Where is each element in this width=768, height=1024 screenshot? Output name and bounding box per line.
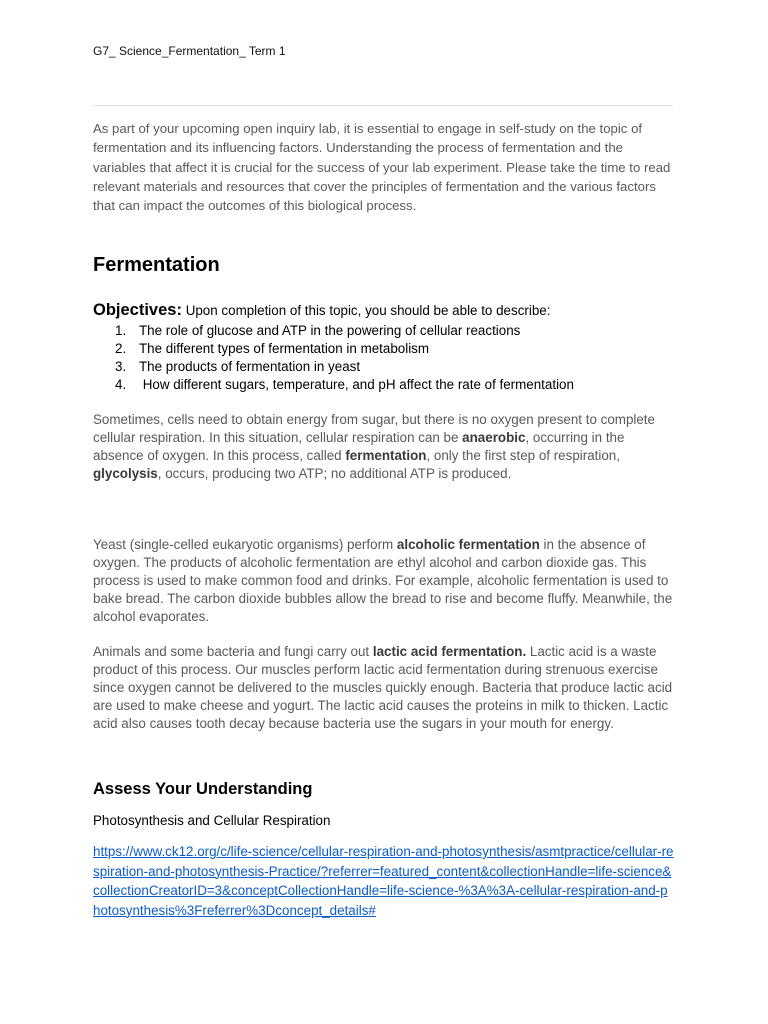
list-item-number: 2. <box>115 341 127 356</box>
yeast-paragraph <box>93 536 675 626</box>
bold-term: lactic acid fermentation. <box>372 644 527 659</box>
assess-subtitle: Photosynthesis and Cellular Respiration <box>93 813 331 828</box>
bold-term: anaerobic <box>462 429 526 445</box>
paragraph-text: , occurs, producing two ATP; no additional ATP is produced. <box>157 465 512 481</box>
list-item-text: The products of fermentation in yeast <box>139 359 361 374</box>
anaerobic-paragraph <box>93 411 675 483</box>
objectives-list <box>115 322 574 394</box>
intro-paragraph: As part of your upcoming open inquiry lab, it is essential to engage in self-study on the topic of fermentation and its influencing factors. Understanding the process of fermentation and the variables that affect it is crucial for the success of your lab experiment. Please take the time to read relevant materials and resources that cover the principles of fermentation and the various factors that can impact the outcomes of this biological process. <box>93 121 671 214</box>
page-header: G7_ Science_Fermentation_ Term 1 <box>93 44 286 58</box>
list-item-number: 3. <box>115 359 127 374</box>
ck12-practice-link[interactable]: https://www.ck12.org/c/life-science/cellular-respiration-and-photosynthesis/asmtpractice/cellular-respiration-and-photosynthesis-Practice/?referrer=featured_content&collectionHandle=life-science&collectionCreatorID=3&conceptCollectionHandle=life-science-%3A%3A-cellular-respiration-and-photosynthesis%3Freferrer%3Dconcept_details# <box>93 844 674 918</box>
paragraph-text: , occurring in the absence of oxygen. In this process, called <box>93 429 625 463</box>
paragraph-text: in the absence of oxygen. The products of alcoholic fermentation are ethyl alcohol and carbon dioxide gas. This process is used to make common food and drinks. For example, alcoholic fermentation is used to bake bread. The carbon dioxide bubbles allow the bread to rise and become fluffy. Meanwhile, the alcohol evaporates. <box>93 537 673 624</box>
list-item <box>115 358 574 376</box>
objectives-lead: Upon completion of this topic, you should be able to describe: <box>181 303 551 318</box>
bold-term: fermentation <box>345 447 427 463</box>
bold-term: glycolysis <box>93 465 158 481</box>
header-divider <box>93 105 673 106</box>
paragraph-text: Sometimes, cells need to obtain energy from sugar, but there is no oxygen present to complete cellular respiration. In this situation, cellular respiration can be <box>93 412 655 445</box>
objectives-label: Objectives: <box>93 301 182 319</box>
lactic-acid-paragraph <box>93 643 675 733</box>
paragraph-text: , only the first step of respiration, <box>426 447 620 463</box>
list-item-text: How different sugars, temperature, and pH affect the rate of fermentation <box>139 377 574 392</box>
paragraph-text: Animals and some bacteria and fungi carry out <box>93 644 373 659</box>
bold-term: alcoholic fermentation <box>396 537 540 552</box>
list-item-text: The different types of fermentation in metabolism <box>139 341 430 356</box>
assess-heading: Assess Your Understanding <box>93 780 313 798</box>
list-item-number: 1. <box>115 323 127 338</box>
paragraph-text: Lactic acid is a waste product of this process. Our muscles perform lactic acid fermentation during strenuous exercise since oxygen cannot be delivered to the muscles quickly enough. Bacteria that produce lactic acid are used to make cheese and yogurt. The lactic acid causes the proteins in milk to thicken. Lactic acid also causes tooth decay because bacteria use the sugars in your mouth for energy. <box>93 644 673 731</box>
list-item-text: The role of glucose and ATP in the powering of cellular reactions <box>139 323 521 338</box>
objectives-heading <box>93 301 675 320</box>
list-item <box>115 322 574 340</box>
list-item-number: 4. <box>115 377 127 392</box>
list-item <box>115 376 574 394</box>
list-item <box>115 340 574 358</box>
paragraph-text: Yeast (single-celled eukaryotic organisms) perform <box>93 537 397 552</box>
section-title: Fermentation <box>93 254 220 276</box>
